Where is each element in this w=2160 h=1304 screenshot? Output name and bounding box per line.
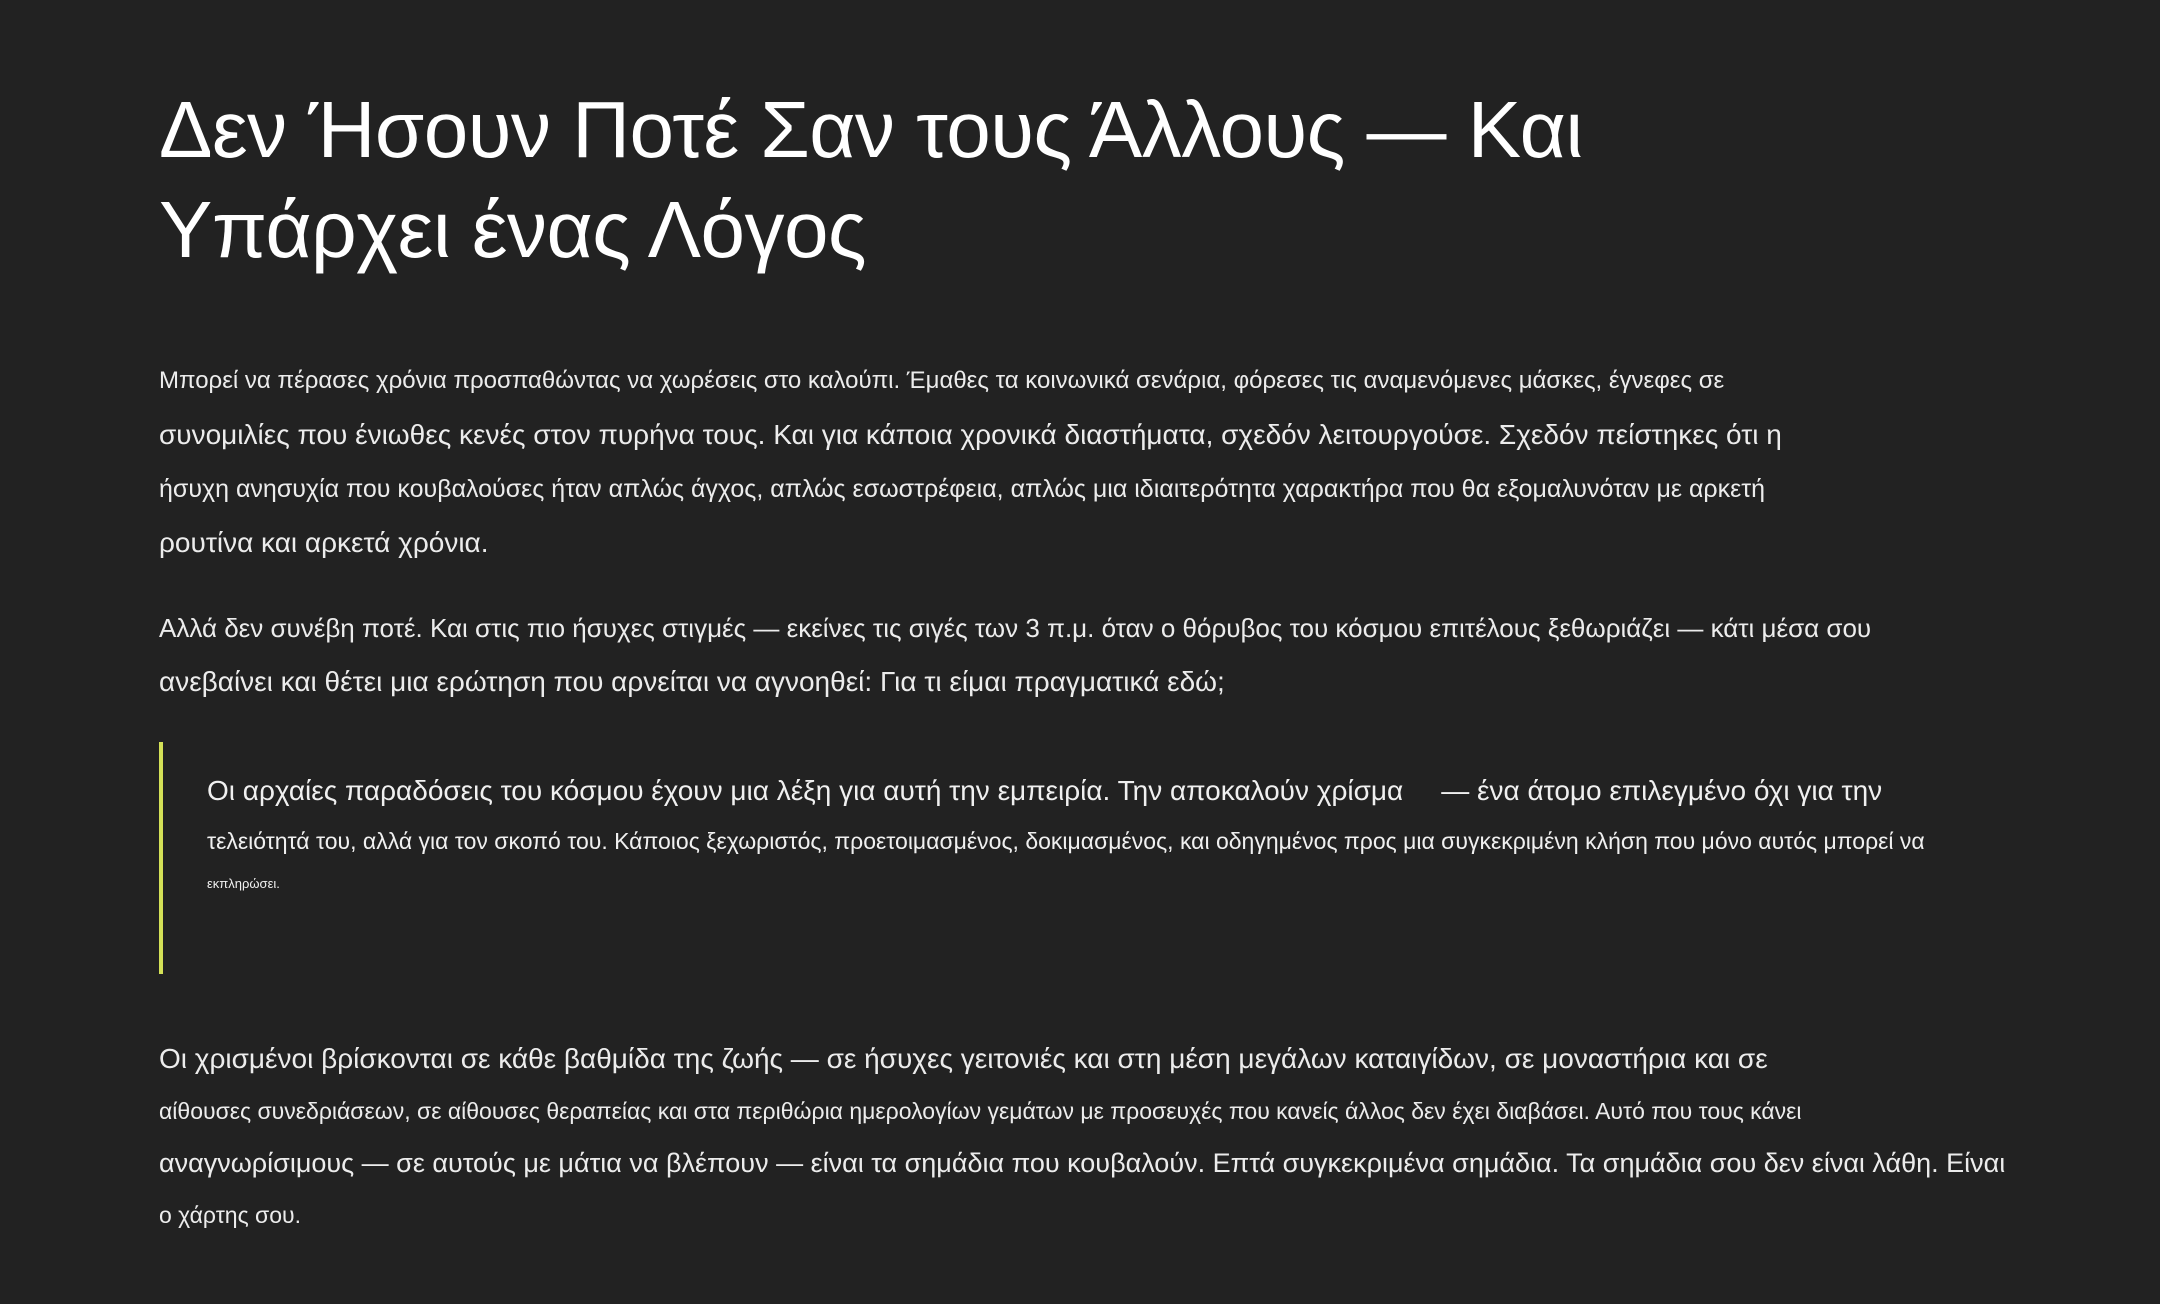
title-line-2: Υπάρχει ένας Λόγος [159, 185, 867, 274]
paragraph-line: συνομιλίες που ένιωθες κενές στον πυρήνα τους. Και για κάποια χρονικά διαστήματα, σχεδόν λειτουργούσε. Σχεδόν πείστηκες ότι η [159, 419, 1782, 450]
paragraph-intro [159, 354, 1999, 570]
article-title [159, 80, 1999, 280]
paragraph-line: Μπορεί να πέρασες χρόνια προσπαθώντας να χωρέσεις στο καλούπι. Έμαθες τα κοινωνικά σενάρια, φόρεσες τις αναμενόμενες μάσκες, έγνεφες σε [159, 367, 1725, 394]
paragraph-line: Οι χρισμένοι βρίσκονται σε κάθε βαθμίδα της ζωής — σε ήσυχες γειτονιές και στη μέση μεγάλων καταιγίδων, σε μοναστήρια και σε [159, 1043, 1768, 1074]
paragraph-line: αίθουσες συνεδριάσεων, σε αίθουσες θεραπείας και στα περιθώρια ημερολογίων γεμάτων με προσευχές που κανείς άλλος δεν έχει διαβάσει. Αυτό που τους κάνει [159, 1098, 1802, 1124]
blockquote-line-part: — ένα άτομο επιλεγμένο όχι για την [1441, 775, 1883, 806]
blockquote [159, 742, 1999, 974]
title-line-1: Δεν Ήσουν Ποτέ Σαν τους Άλλους — Και [159, 85, 1583, 174]
paragraph-line: ήσυχη ανησυχία που κουβαλούσες ήταν απλώς άγχος, απλώς εσωστρέφεια, απλώς μια ιδιαιτερότητα χαρακτήρα που θα εξομαλυνόταν με αρκετή [159, 475, 1766, 503]
paragraph-line: Αλλά δεν συνέβη ποτέ. Και στις πιο ήσυχες στιγμές — εκείνες τις σιγές των 3 π.μ. όταν ο θόρυβος του κόσμου επιτέλους ξεθωριάζει — κάτι μέσα σου [159, 613, 1872, 643]
article [159, 80, 2006, 1228]
blockquote-line-part: Οι αρχαίες παραδόσεις του κόσμου έχουν μια λέξη για αυτή την εμπειρία. Την αποκαλούν χρίσμα [207, 775, 1404, 806]
paragraph-line: ανεβαίνει και θέτει μια ερώτηση που αρνείται να αγνοηθεί: Για τι είμαι πραγματικά εδώ; [159, 666, 1225, 697]
paragraph-anointed [159, 1032, 2006, 1240]
paragraph-line: ρουτίνα και αρκετά χρόνια. [159, 527, 489, 558]
paragraph-line: ο χάρτης σου. [159, 1202, 301, 1228]
blockquote-line: εκπληρώσει. [207, 876, 280, 891]
paragraph-question [159, 601, 1999, 709]
paragraph-line: αναγνωρίσιμους — σε αυτούς με μάτια να βλέπουν — είναι τα σημάδια που κουβαλούν. Επτά συγκεκριμένα σημάδια. Τα σημάδια σου δεν είναι λάθη. Είναι [159, 1148, 2006, 1178]
blockquote-text [207, 764, 1997, 904]
blockquote-line [207, 764, 1997, 818]
blockquote-accent-bar [159, 742, 163, 974]
blockquote-line: τελειότητά του, αλλά για τον σκοπό του. Κάποιος ξεχωριστός, προετοιμασμένος, δοκιμασμένος, και οδηγημένος προς μια συγκεκριμένη κλήση που μόνο αυτός μπορεί να [207, 828, 1925, 854]
